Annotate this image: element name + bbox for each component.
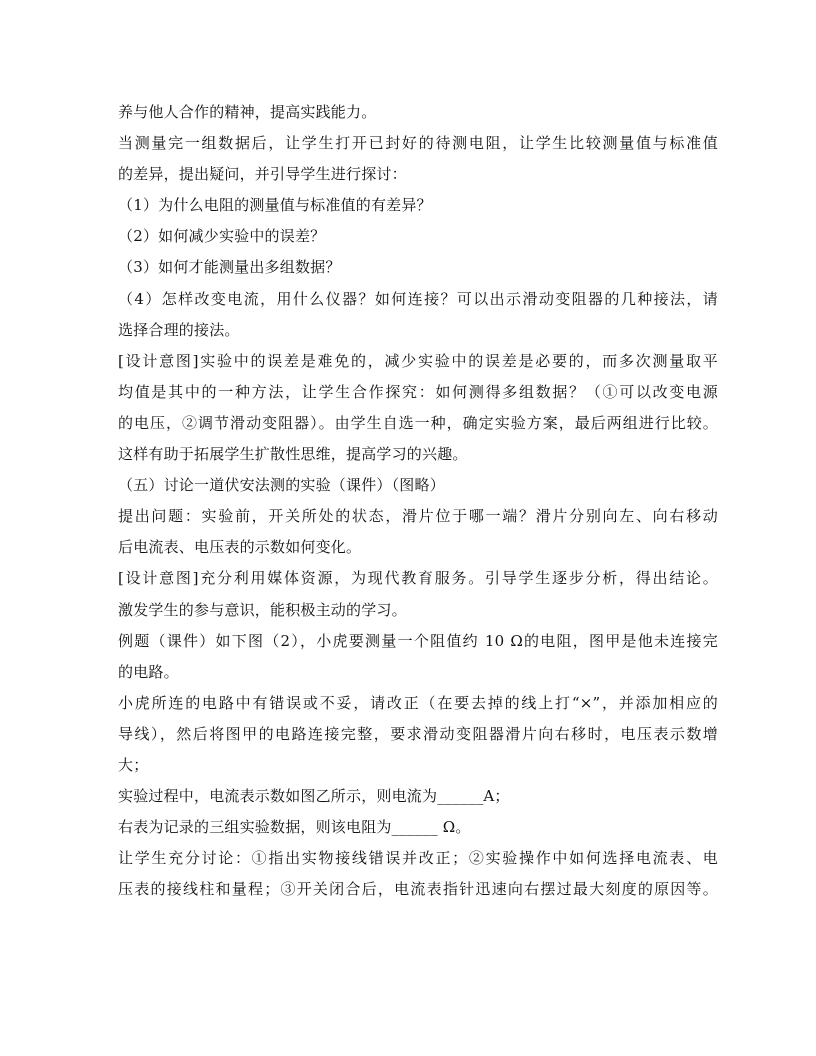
text-line: （3）如何才能测量出多组数据？ (118, 258, 341, 277)
text-line: （1）为什么电阻的测量值与标准值的有差异？ (118, 196, 432, 215)
text-line: 让学生充分讨论：①指出实物接线错误并改正；②实验操作中如何选择电流表、电 (118, 849, 718, 868)
text-line: [设计意图]充分利用媒体资源，为现代教育服务。引导学生逐步分析，得出结论。 (118, 569, 718, 588)
text-line: 的差异，提出疑问，并引导学生进行探讨： (118, 165, 407, 184)
text-line: 实验过程中，电流表示数如图乙所示，则电流为______A； (118, 787, 510, 806)
text-line: （2）如何减少实验中的误差？ (118, 227, 326, 246)
document-page (118, 97, 718, 905)
text-line: （4）怎样改变电流，用什么仪器？如何连接？可以出示滑动变阻器的几种接法，请 (118, 289, 718, 308)
text-line: 提出问题：实验前，开关所处的状态，滑片位于哪一端？滑片分别向左、向右移动 (118, 507, 718, 526)
text-line: 导线），然后将图甲的电路连接完整，要求滑动变阻器滑片向右移时，电压表示数增 (118, 724, 718, 743)
text-line: 养与他人合作的精神，提高实践能力。 (118, 103, 377, 121)
text-line: 压表的接线柱和量程；③开关闭合后，电流表指针迅速向右摆过最大刻度的原因等。 (118, 880, 718, 899)
text-line: 选择合理的接法。 (118, 320, 240, 339)
text-line: 这样有助于拓展学生扩散性思维，提高学习的兴趣。 (118, 445, 468, 464)
text-line: 右表为记录的三组实验数据，则该电阻为______ Ω。 (118, 818, 471, 837)
text-line: 例题（课件）如下图（2），小虎要测量一个阻值约 10 Ω的电阻，图甲是他未连接完 (118, 631, 718, 650)
text-line: 当测量完一组数据后，让学生打开已封好的待测电阻，让学生比较测量值与标准值 (118, 134, 718, 153)
text-line: 小虎所连的电路中有错误或不妥，请改正（在要去掉的线上打“×”，并添加相应的 (118, 693, 718, 712)
text-line: [设计意图]实验中的误差是难免的，减少实验中的误差是必要的，而多次测量取平 (118, 351, 718, 370)
text-line: 均值是其中的一种方法，让学生合作探究：如何测得多组数据？（①可以改变电源 (118, 382, 718, 401)
text-line: 激发学生的参与意识，能积极主动的学习。 (118, 600, 407, 619)
section-heading: （五）讨论一道伏安法测的实验（课件）（图略） (118, 476, 445, 495)
text-line: 后电流表、电压表的示数如何变化。 (118, 538, 362, 557)
text-line: 的电压，②调节滑动变阻器）。由学生自选一种，确定实验方案，最后两组进行比较。 (118, 413, 718, 432)
text-line: 大； (118, 755, 149, 774)
text-line: 的电路。 (118, 662, 179, 681)
